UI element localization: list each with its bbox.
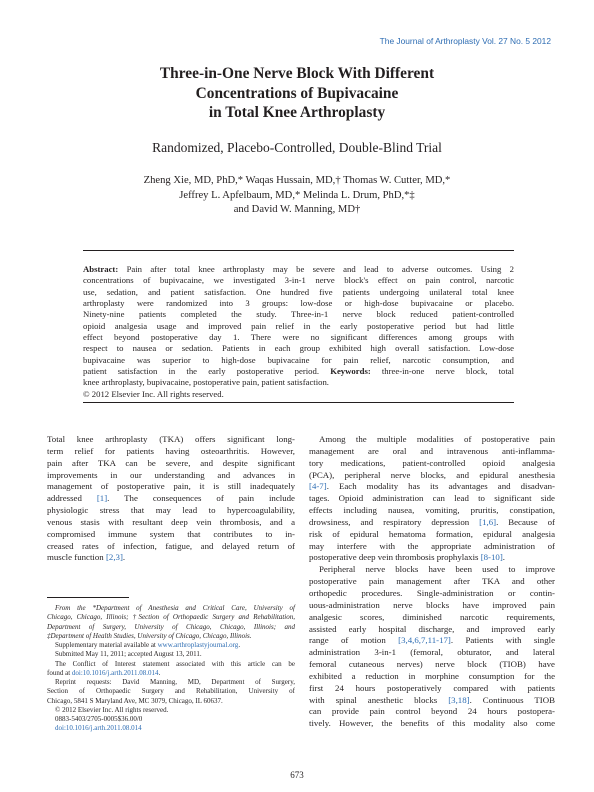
body-line: effects including nausea, vomiting, pruritis, constipation, — [309, 505, 555, 516]
footnote-copyright: © 2012 Elsevier Inc. All rights reserved. — [55, 705, 169, 714]
body-line: Among the multiple modalities of postoperative pain — [319, 434, 555, 444]
body-line: uous-administration nerve blocks have improved pain — [309, 599, 555, 610]
body-line: first 24 hours postoperatively compared with patients — [309, 682, 555, 693]
body-line: drowsiness, and respiratory depression [1,6]. Because of — [309, 516, 555, 527]
body-line: range of motion [3,4,6,7,11-17]. Patients with single — [309, 635, 555, 646]
footnote-reprint: Section of Orthopaedic Surgery and Rehabilitation, University of — [47, 687, 295, 696]
supplementary-link[interactable]: www.arthroplastyjournal.org — [157, 641, 239, 649]
title-line: Three-in-One Nerve Block With Different — [159, 65, 435, 82]
author-line: and David W. Manning, MD† — [233, 204, 361, 215]
body-line: management of postoperative pain, it is still inadequately — [47, 481, 295, 492]
article-title — [0, 64, 594, 123]
body-line: orthopedic procedures. Single-administration or contin- — [309, 587, 555, 598]
abstract-line: effect beyond postoperative day 1. There were no significant differences among groups with — [83, 332, 514, 343]
body-line: postoperative deep vein thrombosis prophylaxis [8-10]. — [309, 552, 506, 563]
body-line: (PCA), peripheral nerve blocks, and epidural anesthesia — [309, 469, 555, 480]
body-line: risk of epidural hematoma formation, epidural analgesia — [309, 528, 555, 539]
body-line: Peripheral nerve blocks have been used to improve — [319, 564, 555, 575]
footnote-conflict: The Conflict of Interest statement associated with this article can be — [55, 659, 295, 668]
body-line: Total knee arthroplasty (TKA) offers significant long- — [47, 434, 295, 444]
footnote-line: Department of Surgery, University of Chicago, Chicago, Illinois; and — [47, 622, 295, 631]
abstract-line: knee arthroplasty, bupivacaine, postoperative pain, patient satisfaction. — [83, 377, 329, 388]
author-line: Zheng Xie, MD, PhD,* Waqas Hussain, MD,† Thomas W. Cutter, MD,* — [143, 175, 451, 186]
body-column-right — [309, 434, 555, 730]
footnote-reprint: Chicago, 5841 S Maryland Ave, MC 3079, Chicago, IL 60637. — [47, 696, 223, 705]
body-column-left — [47, 434, 295, 564]
footnote-line: ‡Department of Health Studies, University of Chicago, Chicago, Illinois. — [47, 631, 252, 640]
body-line: muscle function [2,3]. — [47, 552, 126, 563]
body-line: compromised immune system that contributes to in- — [47, 528, 295, 539]
citation-link[interactable]: [1,6] — [479, 516, 497, 527]
footnote-line: From the *Department of Anesthesia and Critical Care, University of — [55, 604, 295, 612]
citation-link[interactable]: [8-10] — [480, 552, 503, 563]
abstract-label: Abstract: — [83, 264, 119, 274]
conflict-doi-link[interactable]: doi:10.1016/j.arth.2011.08.014 — [71, 668, 159, 677]
citation-link[interactable]: [3,4,6,7,11-17] — [398, 635, 451, 646]
body-line: with spinal anesthetic blocks [3,18]. Continuous TIOB — [309, 694, 555, 705]
abstract-line: opioid analgesia usage and improved pain relief in the early postoperative period but had little — [83, 320, 514, 331]
footnote-line: Chicago, Chicago, Illinois; †Section of Orthopaedic Surgery and Rehabilitation, — [47, 613, 295, 622]
footnote-conflict: found at doi:10.1016/j.arth.2011.08.014. — [47, 668, 161, 677]
body-line: physiologic stress that may lead to hypercoagulability, — [47, 505, 295, 516]
citation-link[interactable]: [3,18] — [448, 694, 470, 705]
article-subtitle: Randomized, Placebo-Controlled, Double-Blind Trial — [152, 140, 442, 155]
abstract — [83, 264, 514, 400]
abstract-bottom-rule — [83, 402, 514, 403]
footnote-issn: 0883-5403/2705-0005$36.00/0 — [55, 715, 143, 723]
body-line: management are oral and intravenous anti-inflamma- — [309, 445, 555, 456]
body-line: can provide pain control beyond 24 hours postopera- — [309, 706, 555, 717]
abstract-line: bupivacaine was superior to high-dose bupivacaine for pain relief, narcotic consumption, and — [83, 354, 514, 365]
author-line: Jeffrey L. Apfelbaum, MD,* Melinda L. Drum, PhD,*‡ — [179, 189, 415, 201]
abstract-line: Abstract: Pain after total knee arthroplasty may be severe and lead to adverse outcomes. Using 2 — [83, 264, 514, 274]
body-line: femoral cutaneous nerves) nerve block (TIOB) have — [309, 659, 555, 670]
abstract-line: use, sedation, and patient satisfaction. One hundred five patients undergoing unilateral total knee — [83, 286, 514, 297]
abstract-top-rule — [83, 250, 514, 251]
title-line: in Total Knee Arthroplasty — [208, 104, 386, 121]
body-line: term relief for patients having osteoarthritis. However, — [47, 445, 295, 456]
abstract-line: respect to nausea or sedation. Patients in each group exhibited high overall satisfaction. Low-dose — [83, 343, 514, 354]
body-line: analgesic scores, diminished narcotic requirements, — [309, 611, 555, 622]
body-line: tively. However, the benefits of this modality also come — [309, 718, 555, 729]
author-list — [0, 174, 594, 218]
title-line: Concentrations of Bupivacaine — [195, 84, 399, 102]
abstract-line: patient satisfaction in the early postoperative period. Keywords: three-in-one nerve block, total — [83, 366, 515, 377]
body-line: improvements in our understanding and advances in — [47, 469, 295, 480]
footnotes — [47, 604, 295, 734]
abstract-copyright: © 2012 Elsevier Inc. All rights reserved. — [83, 388, 224, 399]
journal-reference: The Journal of Arthroplasty Vol. 27 No. 5 2012 — [379, 36, 551, 46]
body-line: pain after TKA can be severe, and despite significant — [47, 457, 295, 468]
body-line: may interfere with the appropriate administration of — [309, 540, 555, 551]
page-number: 673 — [290, 770, 304, 780]
body-line: addressed [1]. The consequences of pain include — [47, 493, 295, 504]
footnote-reprint: Reprint requests: David Manning, MD, Department of Surgery, — [55, 678, 295, 686]
body-line: creased rates of infection, fatigue, and delayed return of — [47, 540, 295, 551]
citation-link[interactable]: [4-7] — [309, 481, 327, 492]
abstract-line: concentrations of bupivacaine, we investigated 3-in-1 nerve block's effect on pain control, narcotic — [83, 275, 514, 286]
body-line: tory medications, patient-controlled opioid analgesia — [309, 457, 555, 468]
article-doi-link[interactable]: doi:10.1016/j.arth.2011.08.014 — [55, 724, 142, 733]
keywords-label: Keywords: — [330, 366, 371, 377]
abstract-line: arthroplasty were randomized into 3 groups: low-dose or high-dose bupivacaine or placebo. — [83, 298, 514, 309]
body-line: venous stasis with resultant deep vein thrombosis, and a — [47, 516, 295, 527]
body-line: exhibited a reduction in morphine consumption for the — [309, 670, 555, 681]
footnote-doi — [47, 724, 295, 733]
citation-link[interactable]: [2,3] — [105, 552, 123, 563]
body-line: postoperative pain management after TKA and other — [309, 576, 555, 587]
body-line: tages. Opioid administration can lead to significant side — [309, 493, 555, 504]
body-line: administration 3-in-1 (femoral, obturator, and lateral — [309, 647, 555, 658]
citation-link[interactable]: [1] — [96, 493, 108, 504]
abstract-line: Ninety-nine patients completed the study. Three-in-1 nerve block reduced patient-controlled — [83, 309, 514, 320]
footnote-rule — [47, 597, 129, 598]
footnote-dates: Submitted May 11, 2011; accepted August 13, 2011. — [55, 650, 202, 659]
body-line: [4-7]. Each modality has its advantages and disadvan- — [309, 481, 555, 492]
footnote-supplementary: Supplementary material available at www.arthroplastyjournal.org. — [55, 641, 241, 649]
body-line: assisted early hospital discharge, and improved early — [309, 623, 555, 634]
